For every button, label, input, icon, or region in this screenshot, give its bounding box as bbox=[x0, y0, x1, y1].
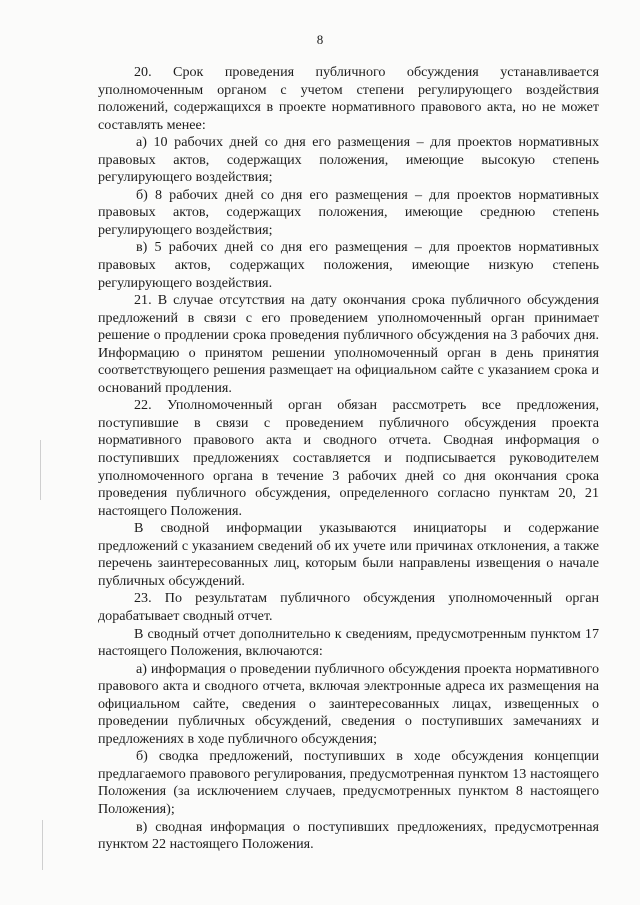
paragraph-20-v: в) 5 рабочих дней со дня его размещения – для проектов нормативных правовых актов, содержащих положения, имеющие низкую степень регулирующего воздействия. bbox=[98, 239, 599, 291]
paragraph-23: 23. По результатам публичного обсуждения уполномоченный орган дорабатывает сводный отчет. bbox=[98, 590, 599, 624]
paragraph-23-a: а) информация о проведении публичного обсуждения проекта нормативного правового акта и сводного отчета, включая электронные адреса их размещения на официальном сайте, сведения о заинтересованных лицах, извещенных о проведении публичных обсуждений, сведения о поступивших замечаниях и предложениях в ходе публичного обсуждения; bbox=[98, 660, 599, 747]
paragraph-20-b: б) 8 рабочих дней со дня его размещения – для проектов нормативных правовых актов, содержащих положения, имеющие среднюю степень регулирующего воздействия; bbox=[98, 186, 599, 238]
paragraph-23-b: б) сводка предложений, поступивших в ходе обсуждения концепции предлагаемого правового регулирования, предусмотренная пунктом 13 настоящего Положения (за исключением случаев, предусмотренных пунктом 8 настоящего Положения); bbox=[98, 748, 599, 817]
page-number: 8 bbox=[316, 32, 324, 47]
paragraph-20-a: а) 10 рабочих дней со дня его размещения – для проектов нормативных правовых актов, содержащих положения, имеющие высокую степень регулирующего воздействия; bbox=[98, 134, 599, 186]
document-body bbox=[98, 64, 599, 854]
paragraph-22-summary: В сводной информации указываются инициаторы и содержание предложений с указанием сведений об их учете или причинах отклонения, а также перечень заинтересованных лиц, которым были направлены извещения о начале публичных обсуждений. bbox=[98, 520, 599, 589]
paragraph-22: 22. Уполномоченный орган обязан рассмотреть все предложения, поступившие в связи с проведением публичного обсуждения проекта нормативного правового акта и сводного отчета. Сводная информация о поступивших предложениях составляется и подписывается руководителем уполномоченного органа в течение 3 рабочих дней со дня окончания срока проведения публичного обсуждения, определенного согласно пунктам 20, 21 настоящего Положения. bbox=[98, 397, 599, 519]
paragraph-23-v: в) сводная информация о поступивших предложениях, предусмотренная пунктом 22 настоящего Положения. bbox=[98, 818, 599, 853]
scan-margin-mark bbox=[40, 440, 41, 500]
paragraph-21: 21. В случае отсутствия на дату окончания срока публичного обсуждения предложений в связи с его проведением уполномоченный орган принимает решение о продлении срока проведения публичного обсуждения на 3 рабочих дня. Информацию о принятом решении уполномоченный орган в день принятия соответствующего решения размещает на официальном сайте с указанием срока и оснований продления. bbox=[98, 292, 599, 396]
scan-margin-mark bbox=[42, 820, 43, 870]
paragraph-23-intro: В сводный отчет дополнительно к сведениям, предусмотренным пунктом 17 настоящего Положения, включаются: bbox=[98, 625, 599, 660]
paragraph-20: 20. Срок проведения публичного обсуждения устанавливается уполномоченным органом с учетом степени регулирующего воздействия положений, содержащихся в проекте нормативного правового акта, но не может составлять менее: bbox=[98, 64, 599, 133]
